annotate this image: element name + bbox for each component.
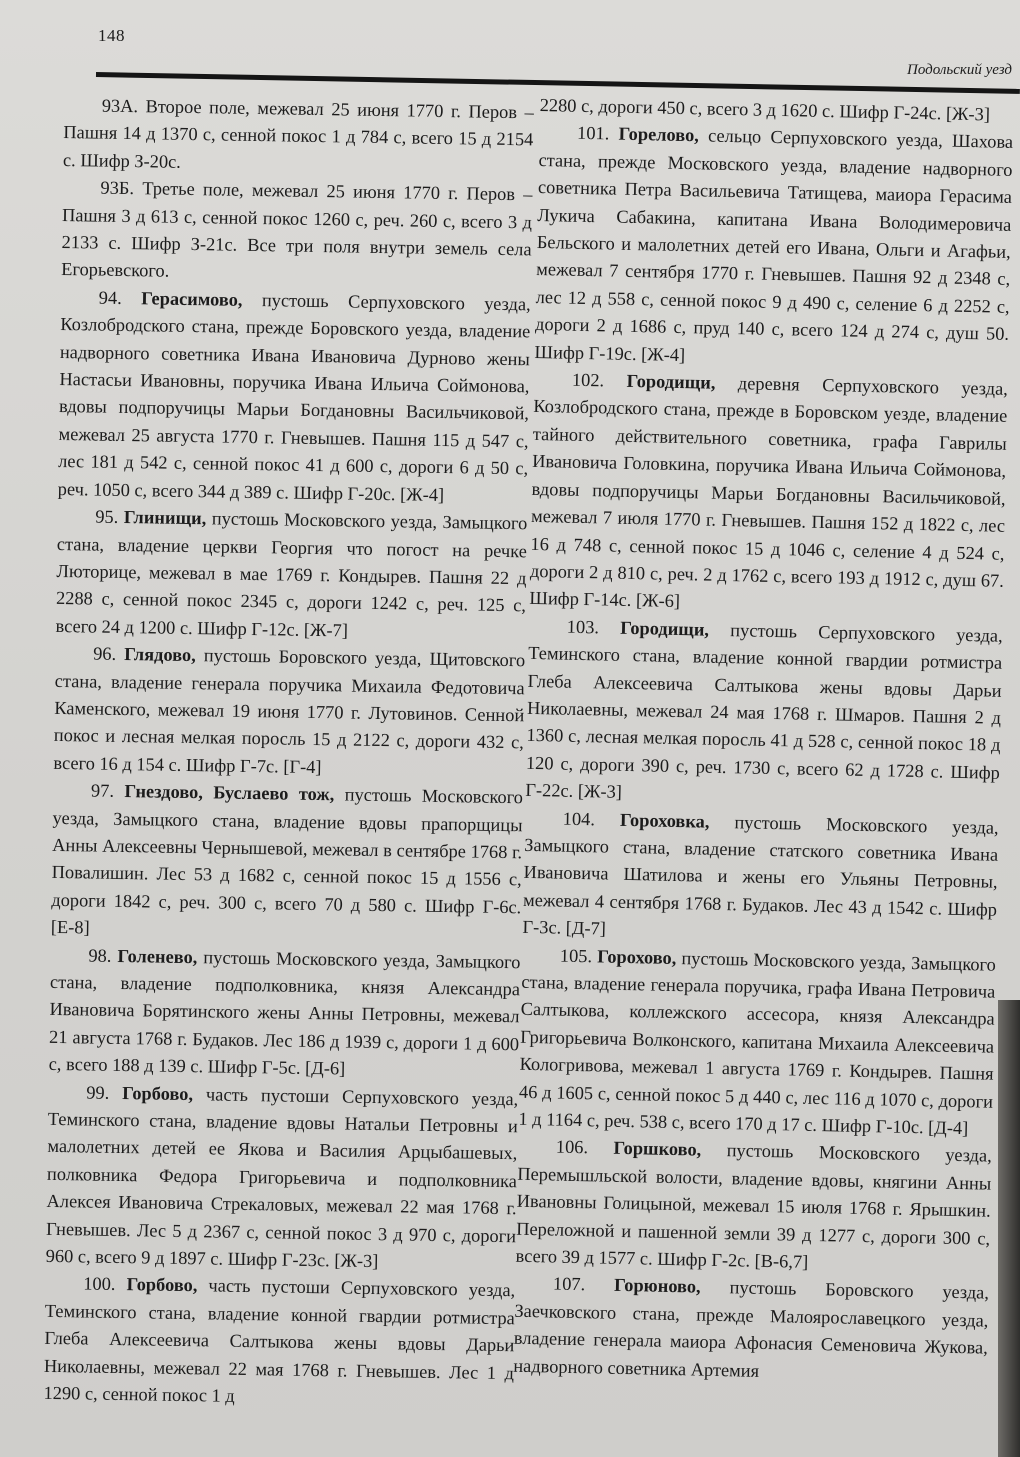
running-head: Подольский уезд <box>907 62 1012 78</box>
entry-name: Горбово, <box>126 1274 198 1296</box>
entry <box>45 1079 518 1278</box>
entry-name: Горюново, <box>613 1275 701 1298</box>
entry-name: Глинищи, <box>123 507 207 529</box>
entry-number: 104. <box>562 808 596 829</box>
entry-number: 93Б. <box>100 177 135 199</box>
entry-name: Гороховка, <box>619 809 710 832</box>
entry-text: деревня Серпуховского уезда, Козлобродского стана, прежде в Боровском уезде, владение тайного действительного советника, графа Гаврилы Ивановича Головкина, поручика Ивана Ильича Соймонова, вдовы подпоручицы Марьи Богдановны Васильчиковой, межевал 7 июля 1770 г. Гневышев. Пашня 152 д 1822 с, лес 16 д 748 с, сенной покос 15 д 1046 с, селение 4 д 524 с, дороги 2 д 810 с, реч. 2 д 1762 с, всего 193 д 1912 с, душ 67. Шифр Г-14с. [Ж-6] <box>529 373 1009 612</box>
entry-text: пустошь Московского уезда, Замыцкого стана, владение генерала поручика, графа Ивана Петровича Салтыкова, коллежского ассесора, князя Александра Григорьевича Волконского, капитана Михаила Алексеевича Кологривова, межевал 1 августа 1769 г. Кондырев. Пашня 46 д 1605 с, сенной покос 5 д 440 с, лес 116 д 1070 с, дороги 1 д 1164 с, реч. 538 с, всего 170 д 17 с. Шифр Г-10с. [Д-4] <box>518 947 997 1139</box>
entry-name: Глядово, <box>124 644 196 666</box>
entry-text: пустошь Серпуховского уезда, Теминского стана, владение конной гвардии ротмистра Глеба Алексеевича Салтыкова жены вдовы Дарьи Николаевны, межевал 24 мая 1768 г. Шмаров. Пашня 2 д 1360 с, лесная мелкая поросль 41 д 528 с, сенной покос 18 д 120 с, дороги 390 с, реч. 1730 с, всего 62 д 1728 с. Шифр Г-22с. [Ж-3] <box>525 619 1003 803</box>
entry-text: пустошь Московского уезда, Замыцкого стана, владение вдовы прапорщицы Анны Алексеевны Чернышевой, межевал в сентябре 1768 г. Повалишин. Лес 53 д 1682 с, сенной покос 15 д 1556 с, дороги 1842 с, реч. 300 с, всего 70 д 580 с. Шифр Г-6с. [Е-8] <box>50 784 524 938</box>
entry <box>49 941 521 1085</box>
page-number: 148 <box>98 26 125 45</box>
entry-text: Второе поле, межевал 25 июня 1770 г. Перов – Пашня 14 д 1370 с, сенной покос 1 д 784 с, всего 15 д 2154 с. Шифр З-20с. <box>62 96 534 172</box>
entry-name: Горшково, <box>613 1138 702 1161</box>
adjacent-page-edge <box>998 1000 1020 1457</box>
entry <box>43 1270 515 1414</box>
entry-number: 96. <box>93 643 117 665</box>
entry <box>522 804 999 951</box>
entry-number: 106. <box>555 1137 589 1158</box>
entry <box>515 1133 992 1280</box>
entry-name: Голенево, <box>117 945 198 967</box>
entry-text: пустошь Московского уезда, Замыцкого стана, владение статского советника Ивана Ивановича Шатилова и жены его Ульяны Петровны, межевал 4 сентября 1768 г. Будаков. Лес 43 д 1542 с. Шифр Г-3с. [Д-7] <box>522 811 999 939</box>
entry <box>58 284 531 511</box>
entry-text: пустошь Московского уезда, Замыцкого стана, владение церкви Георгия что погост на речке Люторице, межевал в мае 1769 г. Кондырев. Пашня 22 д 2288 с, сенной покос 2345 с, дороги 1242 с, реч. 125 с, всего 24 д 1200 с. Шифр Г-12с. [Ж-7] <box>55 508 528 641</box>
entry <box>525 613 1003 815</box>
entry-number: 107. <box>552 1274 586 1295</box>
entry-number: 102. <box>571 369 605 391</box>
entry-text: пустошь Московского уезда, Замыцкого стана, владение подполковника, князя Александра Ивановича Борятинского жены Анны Петровны, межевал 21 августа 1768 г. Будаков. Лес 186 д 1939 с, дороги 1 д 600 с, всего 188 д 139 с. Шифр Г-5с. [Д-6] <box>48 946 521 1079</box>
entry-text: пустошь Боровского уезда, Щитовского стана, владение генерала поручика Михаила Федотовича Каменского, межевал 19 июня 1770 г. Лутовинов. Сенной покос и лесная мелкая поросль 15 д 2122 с, дороги 432 с, всего 16 д 154 с. Шифр Г-7с. [Г-4] <box>53 645 526 777</box>
entry-name: Герасимово, <box>141 288 243 310</box>
entry-name: Горелово, <box>618 124 700 146</box>
entry-name: Горбово, <box>122 1082 194 1104</box>
entry-number: 99. <box>86 1082 110 1103</box>
right-column <box>513 92 1014 1390</box>
left-column <box>43 92 534 1415</box>
entry-text: Третье поле, межевал 25 июня 1770 г. Перов – Пашня 3 д 613 с, сенной покос 1260 с, реч. 260 с, всего 3 д 2133 с. Шифр З-21с. Все три поля внутри земель села Егорьевского. <box>61 178 533 282</box>
entry-number: 94. <box>98 287 122 308</box>
entry <box>53 640 525 784</box>
entry-number: 97. <box>90 780 115 802</box>
entry-text: пустошь Боровского уезда, Заечковского стана, прежде Малоярославецкого уезда, владение генерала маиора Афонасия Семеновича Жукова, надворного советника Артемия <box>513 1277 990 1381</box>
entry <box>51 777 524 949</box>
entry-name: Горохово, <box>597 945 677 968</box>
entry-text: 2280 с, дороги 450 с, всего 3 д 1620 с. Шифр Г-24с. [Ж-3] <box>539 94 991 125</box>
entry-number: 105. <box>559 945 593 966</box>
entry <box>61 174 533 291</box>
entry <box>534 119 1013 376</box>
entry-number: 98. <box>88 945 112 966</box>
entry-name: Гнездово, Буслаево тож, <box>124 781 335 805</box>
entry-text: часть пустоши Серпуховского уезда, Теминского стана, владение конной гвардии ротмистра Глеба Алексеевича Салтыкова жены вдовы Дарьи Николаевны, межевал 22 мая 1768 г. Гневышев. Лес 1 д 1290 с, сенной покос 1 д <box>43 1275 516 1406</box>
entry-number: 100. <box>83 1273 116 1295</box>
entry-text: часть пустоши Серпуховского уезда, Теминского стана, владение вдовы Натальи Петровны и малолетних детей ее Якова и Василия Арцыбашевых, полковника Федора Григорьевича и подполковника Алексея Ивановича Стрекаловых, межевал 22 мая 1768 г. Гневышев. Лес 5 д 2367 с, сенной покос 3 д 970 с, дороги 960 с, всего 9 д 1897 с. Шифр Г-23с. [Ж-3] <box>45 1083 519 1272</box>
entry-number: 93А. <box>101 95 139 117</box>
entry <box>518 941 996 1143</box>
entry <box>513 1270 989 1390</box>
entry <box>529 366 1008 623</box>
entry <box>63 92 534 182</box>
entry-text: пустошь Московского уезда, Перемышльской волости, владение вдовы, княгини Анны Ивановны Голицыной, межевал 15 июля 1768 г. Ярышкин. Переложной и пашенной земли 39 д 1277 с, дороги 300 с, всего 39 д 1577 с. Шифр Г-2с. [В-6,7] <box>515 1140 993 1272</box>
entry-number: 95. <box>95 506 119 527</box>
entry-name: Городищи, <box>620 617 710 640</box>
entry-text: сельцо Серпуховского уезда, Шахова стана, прежде Московского уезда, владение надворного советника Петра Васильевича Татищева, маиора Герасима Лукича Сабакина, капитана Ивана Володимеровича Бельского и малолетних детей его Ивана, Ольги и Агафьи, межевал 7 сентября 1770 г. Гневышев. Пашня 92 д 2348 с, лес 12 д 558 с, сенной покос 9 д 490 с, селение 6 д 2252 с, дороги 2 д 1686 с, пруд 140 с, всего 124 д 274 с, душ 50. Шифр Г-19с. [Ж-4] <box>534 125 1014 365</box>
entry <box>55 503 527 647</box>
entry-number: 101. <box>576 123 610 144</box>
entry-text: пустошь Серпуховского уезда, Козлобродского стана, прежде Боровского уезда, владение надворного советника Ивана Ивановича Дурново жены Настасьи Ивановны, поручика Ивана Ильича Соймонова, вдовы подпоручицы Марьи Богдановны Васильчиковой, межевал 25 августа 1770 г. Гневышев. Пашня 115 д 547 с, лес 181 д 542 с, сенной покос 41 д 600 с, дороги 6 д 50 с, реч. 1050 с, всего 344 д 389 с. Шифр Г-20с. [Ж-4] <box>57 289 531 505</box>
entry-number: 103. <box>566 616 600 638</box>
header-rule <box>96 72 1020 94</box>
entry-name: Городищи, <box>626 370 716 393</box>
